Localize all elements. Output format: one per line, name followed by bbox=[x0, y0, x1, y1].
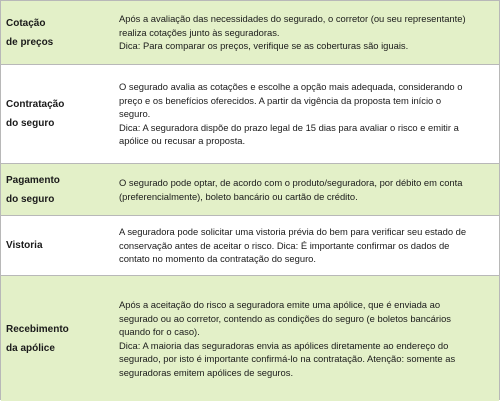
description-line: contato no momento da contratação do seguro. bbox=[119, 253, 317, 265]
row-label: Cotação de preços bbox=[6, 17, 54, 48]
description-line: A seguradora pode solicitar uma vistoria prévia do bem para verificar seu estado de bbox=[119, 226, 467, 238]
row-description bbox=[105, 216, 499, 275]
description-line: seguro. bbox=[119, 108, 151, 120]
row-description bbox=[105, 1, 499, 64]
row-description bbox=[105, 65, 499, 163]
description-line: apólice ou recusar a proposta. bbox=[119, 135, 246, 147]
row-description bbox=[105, 164, 499, 215]
description-line: (preferencialmente), boleto bancário ou cartão de crédito. bbox=[119, 190, 358, 202]
description-line: Após a avaliação das necessidades do segurado, o corretor (ou seu representante) bbox=[119, 13, 466, 25]
description-line: seguradoras emitem apólices de seguros. bbox=[119, 366, 294, 378]
description-line: segurado ou ao corretor, contendo as condições do seguro (e boletos bancários bbox=[119, 312, 451, 324]
row-contratacao-do-seguro bbox=[1, 65, 499, 164]
description-line: Dica: A seguradora dispõe do prazo legal de 15 dias para avaliar o risco e emitir a bbox=[119, 121, 459, 133]
description-line: preço e os benefícios oferecidos. A partir da vigência da proposta tem início o bbox=[119, 94, 442, 106]
row-label: Contratação do seguro bbox=[6, 99, 65, 129]
description-line: realiza cotações junto às seguradoras. bbox=[119, 26, 280, 38]
row-vistoria bbox=[1, 216, 499, 276]
row-cotacao-de-precos bbox=[1, 1, 499, 65]
row-label: Recebimento da apólice bbox=[6, 323, 69, 354]
description-line: quando for o caso). bbox=[119, 326, 200, 337]
description-line: segurado, por isto é importante confirmá-lo na contratação. Atenção: somente as bbox=[119, 353, 456, 364]
description-line: Dica: Para comparar os preços, verifique se as coberturas são iguais. bbox=[119, 40, 409, 52]
row-label: Pagamento do seguro bbox=[6, 174, 60, 205]
description-line: O segurado avalia as cotações e escolhe a opção mais adequada, considerando o bbox=[119, 81, 463, 93]
row-pagamento-do-seguro bbox=[1, 164, 499, 216]
description-line: O segurado pode optar, de acordo com o produto/seguradora, por débito em conta bbox=[119, 177, 463, 188]
description-line: Dica: A maioria das seguradoras envia as apólices diretamente ao endereço do bbox=[119, 339, 449, 351]
row-label: Vistoria bbox=[6, 240, 43, 251]
row-description bbox=[105, 276, 499, 401]
description-line: conservação antes de aceitar o risco. Dica: É importante confirmar os dados de bbox=[119, 239, 450, 251]
description-line: Após a aceitação do risco a seguradora emite uma apólice, que é enviada ao bbox=[119, 299, 441, 310]
row-recebimento-da-apolice bbox=[1, 276, 499, 401]
